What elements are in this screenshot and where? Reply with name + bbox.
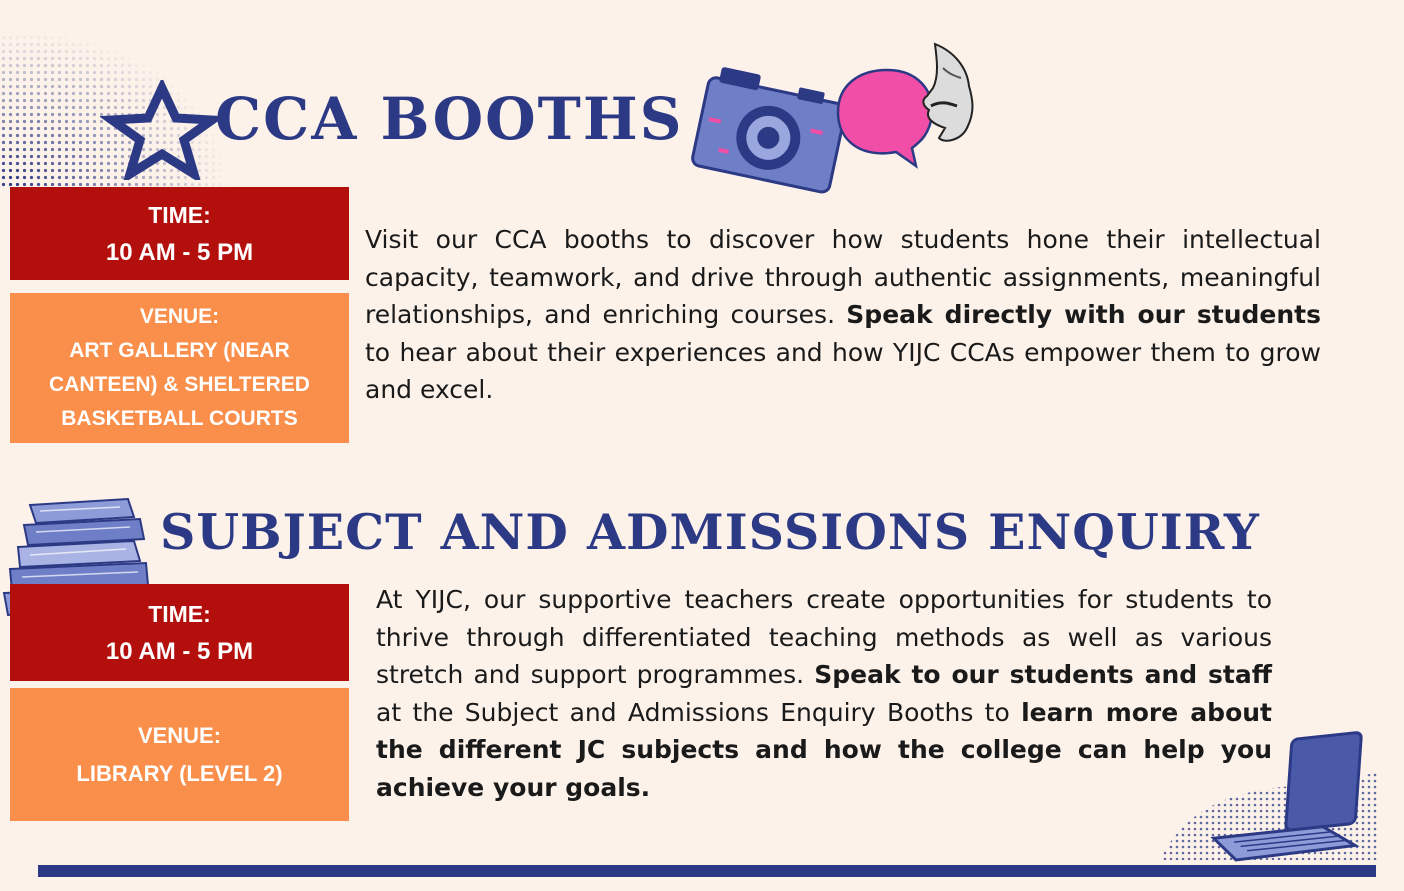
cca-time-box xyxy=(10,187,349,280)
star-icon xyxy=(100,80,220,180)
subject-time-value: 10 AM - 5 PM xyxy=(105,637,254,665)
cca-desc-text: Visit our CCA booths to discover how students hone their intellectual capacity, teamwork, and drive through authentic assignments, meaningful relationships, and enriching courses. xyxy=(365,225,1321,329)
subject-venue-value: LIBRARY (LEVEL 2) xyxy=(76,760,283,786)
cca-venue-line: ART GALLERY (NEAR xyxy=(69,339,290,362)
cca-desc-text: to hear about their experiences and how YIJC CCAs empower them to grow and excel. xyxy=(365,337,1321,404)
cca-venue-box xyxy=(10,293,349,443)
cca-desc-bold: Speak directly with our students xyxy=(846,300,1321,329)
subject-desc-bold: learn more about the different JC subjects and how the college can help you achieve your goals. xyxy=(376,697,1272,802)
subject-desc-text: at the Subject and Admissions Enquiry Booths to xyxy=(376,697,1022,727)
laptop-icon xyxy=(1150,730,1380,865)
cca-venue-line: CANTEEN) & SHELTERED xyxy=(49,373,310,396)
face-icon xyxy=(915,40,980,150)
cca-time-label: TIME: xyxy=(148,201,211,228)
subject-time-box xyxy=(10,584,349,681)
cca-venue-label: VENUE: xyxy=(139,305,220,328)
cca-booths-heading: CCA BOOTHS xyxy=(215,85,684,153)
subject-desc-bold: Speak to our students and staff xyxy=(814,660,1272,689)
subject-desc-text: At YIJC, our supportive teachers create opportunities for students to thrive through differentiated teaching methods as well as various stretch and support programmes. xyxy=(376,585,1272,689)
subject-time-label: TIME: xyxy=(148,600,211,627)
subject-venue-label: VENUE: xyxy=(137,722,222,748)
subject-venue-box xyxy=(10,688,349,821)
subject-description xyxy=(376,581,1272,806)
cca-time-value: 10 AM - 5 PM xyxy=(105,238,254,266)
bottom-divider xyxy=(38,865,1376,877)
subject-admissions-heading: SUBJECT AND ADMISSIONS ENQUIRY xyxy=(160,503,1260,561)
cca-description xyxy=(365,221,1321,409)
cca-venue-line: BASKETBALL COURTS xyxy=(61,407,298,430)
